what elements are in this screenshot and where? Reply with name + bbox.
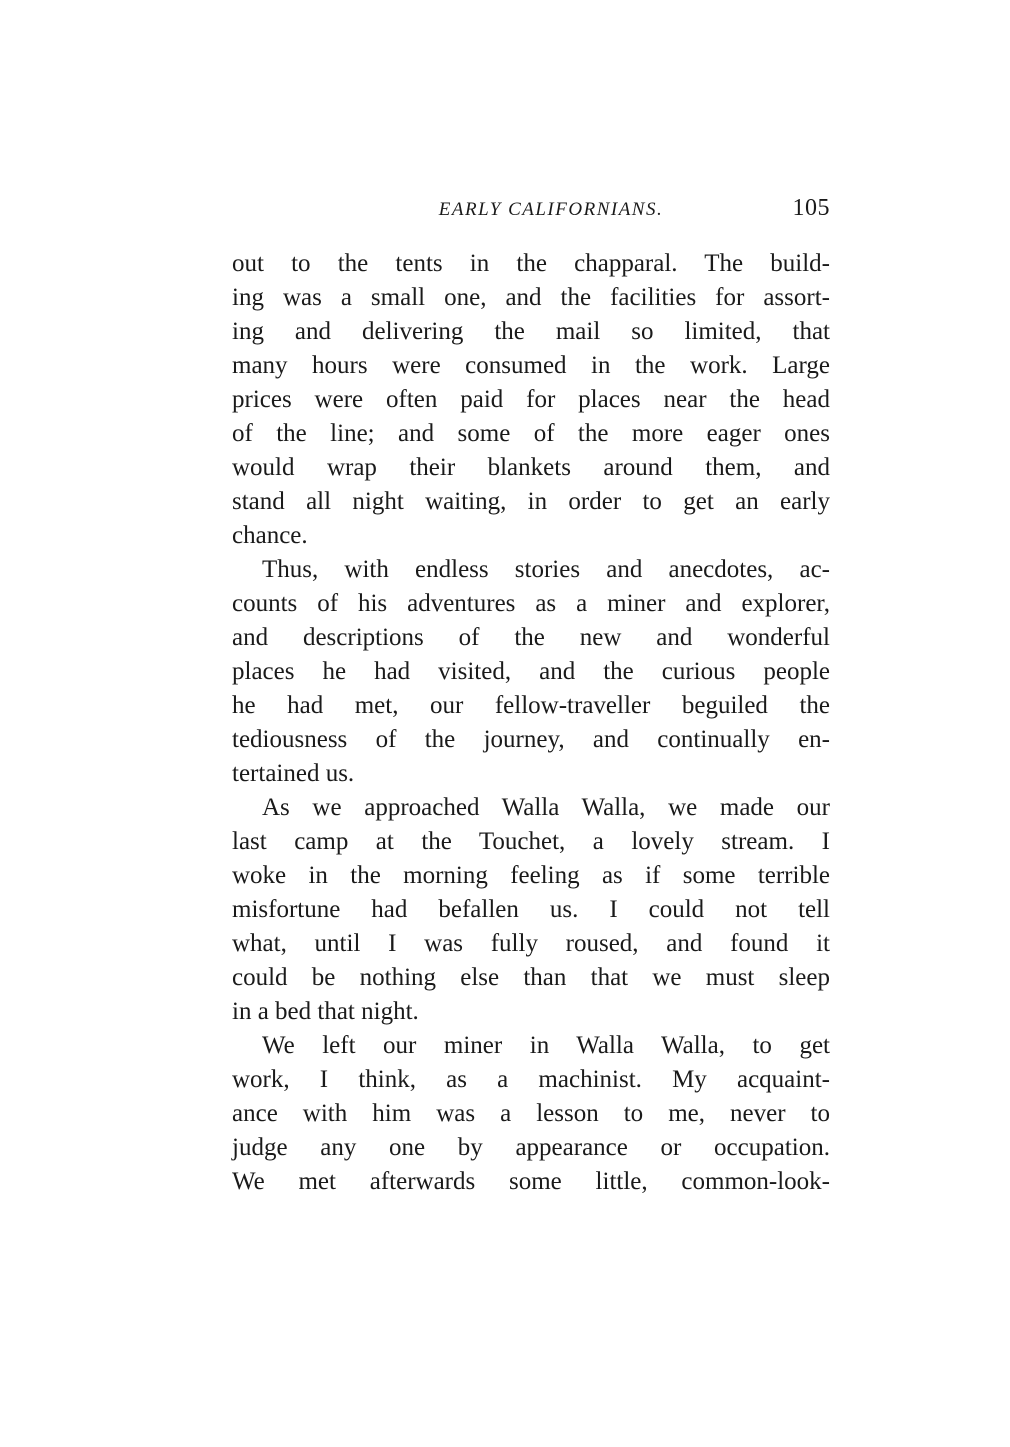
text-line: out to the tents in the chapparal. The build-	[232, 250, 830, 277]
text-line: work, I think, as a machinist. My acquaint-	[232, 1066, 830, 1093]
text-line: stand all night waiting, in order to get an early	[232, 488, 830, 515]
text-line: tertained us.	[232, 760, 355, 787]
text-line: last camp at the Touchet, a lovely stream. I	[232, 828, 830, 855]
text-line: ance with him was a lesson to me, never to	[232, 1100, 830, 1127]
text-line: counts of his adventures as a miner and explorer,	[232, 590, 830, 617]
text-line: many hours were consumed in the work. Large	[232, 352, 830, 379]
text-line: judge any one by appearance or occupation.	[232, 1134, 830, 1161]
running-head	[232, 195, 830, 229]
text-line: would wrap their blankets around them, and	[232, 454, 830, 481]
text-line: ing and delivering the mail so limited, that	[232, 318, 830, 345]
text-line: Thus, with endless stories and anecdotes, ac-	[262, 556, 830, 583]
text-line: prices were often paid for places near the head	[232, 386, 830, 413]
text-line: misfortune had befallen us. I could not tell	[232, 896, 830, 923]
body-text	[232, 247, 830, 1199]
text-line: places he had visited, and the curious people	[232, 658, 830, 685]
text-line: and descriptions of the new and wonderful	[232, 624, 830, 651]
text-line: woke in the morning feeling as if some terrible	[232, 862, 830, 889]
text-line: As we approached Walla Walla, we made our	[262, 794, 830, 821]
text-line: what, until I was fully roused, and found it	[232, 930, 830, 957]
text-line: We met afterwards some little, common-look-	[232, 1168, 830, 1195]
text-line: We left our miner in Walla Walla, to get	[262, 1032, 830, 1059]
text-line: chance.	[232, 522, 308, 549]
text-line: he had met, our fellow-traveller beguiled the	[232, 692, 830, 719]
text-line: could be nothing else than that we must sleep	[232, 964, 830, 991]
page-number: 105	[792, 195, 830, 221]
text-line: tediousness of the journey, and continually en-	[232, 726, 830, 753]
text-line: of the line; and some of the more eager ones	[232, 420, 830, 447]
text-line: ing was a small one, and the facilities for assort-	[232, 284, 830, 311]
running-title: EARLY CALIFORNIANS.	[438, 199, 664, 220]
text-line: in a bed that night.	[232, 998, 419, 1025]
